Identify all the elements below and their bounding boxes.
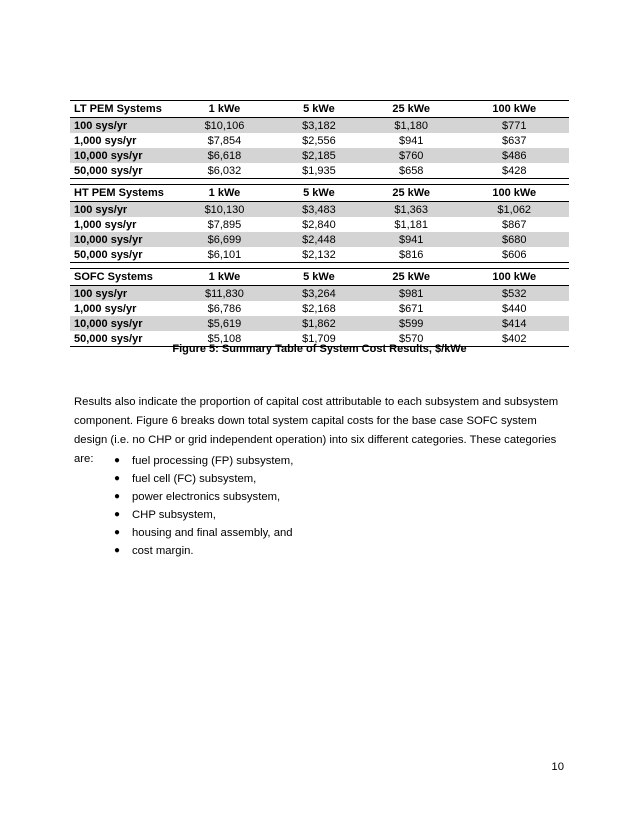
table-row <box>70 232 569 247</box>
list-item-text: power electronics subsystem, <box>132 491 281 503</box>
cost-cell: $3,483 <box>275 202 363 218</box>
column-header: 100 kWe <box>459 185 569 202</box>
table-row <box>70 301 569 316</box>
column-header: 25 kWe <box>363 101 460 118</box>
column-header: 25 kWe <box>363 185 460 202</box>
column-header: 5 kWe <box>275 101 363 118</box>
system-cost-table <box>70 100 569 347</box>
group-title: LT PEM Systems <box>70 101 174 118</box>
cost-cell: $2,448 <box>275 232 363 247</box>
cost-cell: $11,830 <box>174 286 275 302</box>
bullet-icon: ● <box>114 509 121 520</box>
cost-cell: $6,699 <box>174 232 275 247</box>
list-item-text: cost margin. <box>132 545 194 557</box>
cost-cell: $680 <box>459 232 569 247</box>
cost-cell: $2,556 <box>302 134 336 147</box>
cost-cell: $1,181 <box>394 218 429 231</box>
table-row <box>70 133 569 148</box>
cost-cell: $658 <box>363 163 460 179</box>
row-label: 100 sys/yr <box>70 118 174 134</box>
cost-cell: $599 <box>363 316 460 331</box>
cost-cell: $10,106 <box>174 118 275 134</box>
cost-cell: $570 <box>363 331 460 347</box>
row-label: 1,000 sys/yr <box>74 218 137 231</box>
cost-cell: $6,618 <box>174 148 275 163</box>
group-title: HT PEM Systems <box>70 185 174 202</box>
cost-cell: $637 <box>502 134 527 147</box>
list-item-text: housing and final assembly, and <box>132 527 293 539</box>
row-label: 50,000 sys/yr <box>70 247 174 263</box>
list-item-text: fuel cell (FC) subsystem, <box>132 473 257 485</box>
cost-cell: $1,862 <box>275 316 363 331</box>
cost-cell: $2,840 <box>302 218 336 231</box>
cost-cell: $1,180 <box>363 118 460 134</box>
list-item <box>114 452 293 470</box>
cost-cell: $2,185 <box>275 148 363 163</box>
cost-cell: $1,062 <box>459 202 569 218</box>
row-label: 10,000 sys/yr <box>70 232 174 247</box>
table-row <box>70 316 569 331</box>
list-item <box>114 470 293 488</box>
cost-cell: $2,132 <box>275 247 363 263</box>
cost-cell: $6,786 <box>207 302 242 315</box>
bullet-icon: ● <box>114 491 121 502</box>
cost-cell: $6,101 <box>174 247 275 263</box>
cost-cell: $5,108 <box>174 331 275 347</box>
bullet-icon: ● <box>114 473 121 484</box>
row-label: 100 sys/yr <box>70 286 174 302</box>
list-item <box>114 542 293 560</box>
cost-cell: $941 <box>363 232 460 247</box>
figure-caption: Figure 5: Summary Table of System Cost Results, $/kWe <box>172 343 467 355</box>
cost-cell: $3,182 <box>275 118 363 134</box>
page-number: 10 <box>551 761 564 773</box>
cost-cell: $2,168 <box>302 302 336 315</box>
cost-cell: $10,130 <box>174 202 275 218</box>
column-header: 25 kWe <box>363 269 460 286</box>
column-header: 5 kWe <box>275 185 363 202</box>
cost-cell: $414 <box>459 316 569 331</box>
table-row <box>70 202 569 218</box>
cost-cell: $771 <box>459 118 569 134</box>
cost-cell: $1,363 <box>363 202 460 218</box>
cost-cell: $816 <box>363 247 460 263</box>
cost-cell: $486 <box>459 148 569 163</box>
bullet-icon: ● <box>114 527 121 538</box>
cost-cell: $1,935 <box>275 163 363 179</box>
cost-cell: $760 <box>363 148 460 163</box>
list-item <box>114 488 293 506</box>
row-label: 10,000 sys/yr <box>70 148 174 163</box>
list-item-text: fuel processing (FP) subsystem, <box>132 455 294 467</box>
column-header: 100 kWe <box>459 101 569 118</box>
cost-cell: $428 <box>459 163 569 179</box>
category-list <box>114 452 293 560</box>
row-label: 100 sys/yr <box>70 202 174 218</box>
bullet-icon: ● <box>114 455 121 466</box>
bullet-icon: ● <box>114 545 121 556</box>
group-title: SOFC Systems <box>70 269 174 286</box>
table-row <box>70 217 569 232</box>
column-header: 5 kWe <box>275 269 363 286</box>
cost-cell: $440 <box>502 302 527 315</box>
cost-cell: $7,895 <box>207 218 242 231</box>
row-label: 1,000 sys/yr <box>74 134 137 147</box>
column-header: 100 kWe <box>459 269 569 286</box>
group-header-row <box>70 269 569 286</box>
group-header-row <box>70 185 569 202</box>
row-label: 50,000 sys/yr <box>70 331 174 347</box>
body-paragraph: Results also indicate the proportion of capital cost attributable to each subsystem and subsystem component. Figure 6 breaks down total system capital costs for the base case SOFC system design (i.e. no CHP or grid independent operation) into six different categories. These categories are: <box>74 396 559 465</box>
column-header: 1 kWe <box>174 269 275 286</box>
table-row <box>70 163 569 179</box>
cost-cell: $5,619 <box>174 316 275 331</box>
table-row <box>70 148 569 163</box>
cost-cell: $867 <box>502 218 527 231</box>
row-label: 50,000 sys/yr <box>70 163 174 179</box>
cost-cell: $532 <box>459 286 569 302</box>
table-row <box>70 286 569 302</box>
cost-cell: $981 <box>363 286 460 302</box>
list-item <box>114 506 293 524</box>
cost-cell: $402 <box>459 331 569 347</box>
row-label: 1,000 sys/yr <box>74 302 137 315</box>
cost-cell: $606 <box>459 247 569 263</box>
cost-cell: $3,264 <box>275 286 363 302</box>
table-row <box>70 118 569 134</box>
column-header: 1 kWe <box>174 185 275 202</box>
cost-cell: $1,709 <box>275 331 363 347</box>
cost-cell: $6,032 <box>174 163 275 179</box>
cost-cell: $671 <box>398 302 424 315</box>
row-label: 10,000 sys/yr <box>70 316 174 331</box>
list-item <box>114 524 293 542</box>
column-header: 1 kWe <box>174 101 275 118</box>
list-item-text: CHP subsystem, <box>132 509 216 521</box>
cost-cell: $7,854 <box>207 134 242 147</box>
cost-cell: $941 <box>398 134 424 147</box>
group-header-row <box>70 101 569 118</box>
table-row <box>70 247 569 263</box>
